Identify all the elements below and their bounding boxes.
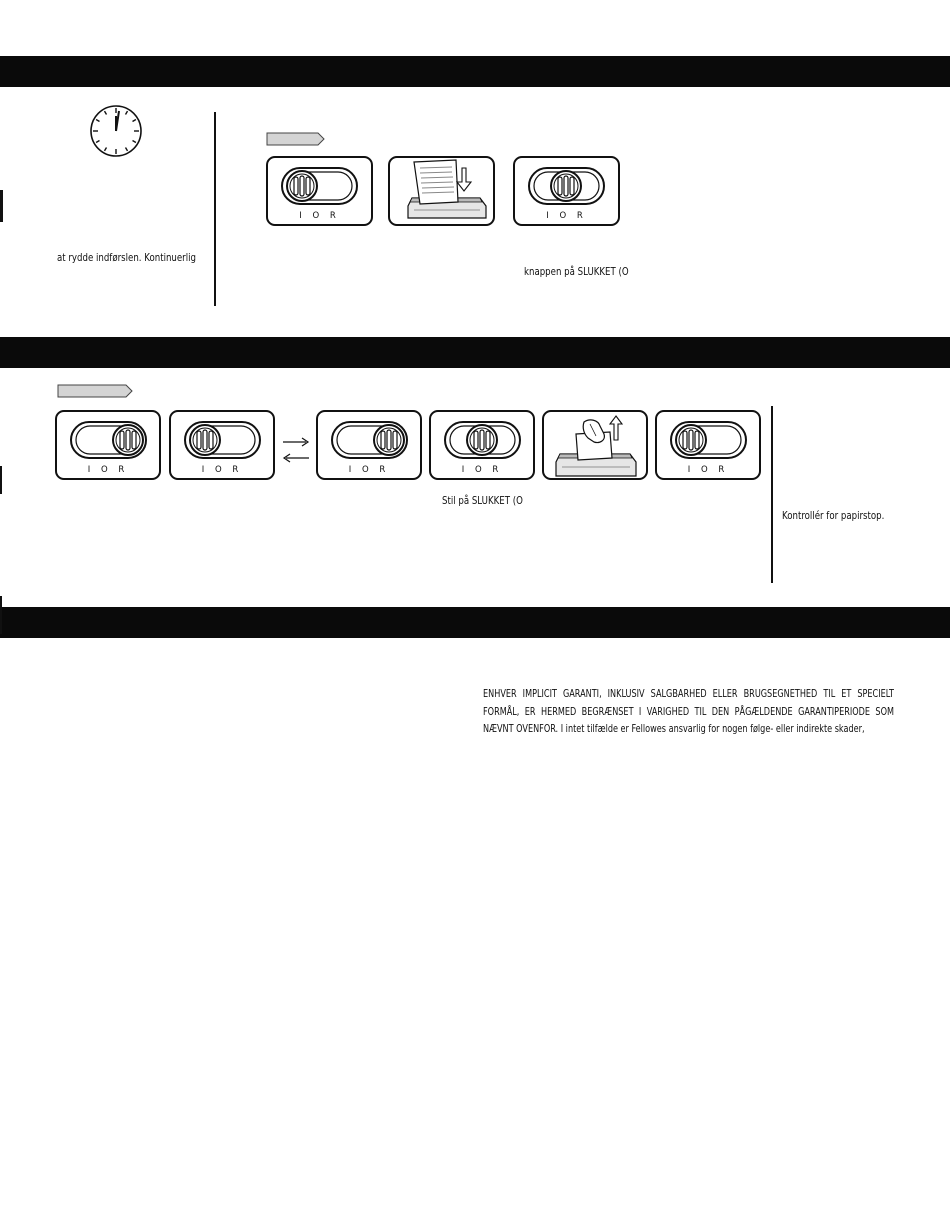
tag-arrow-icon (266, 131, 326, 144)
paper-feed-panel (388, 156, 495, 226)
edge-mark (0, 596, 2, 634)
switch-label: I O R (201, 465, 243, 475)
switch-panel (169, 410, 275, 480)
switch-panel (655, 410, 761, 480)
switch-label: I O R (299, 211, 340, 221)
column-divider (214, 112, 216, 306)
instruction-caption: knappen på SLUKKET (O (524, 266, 629, 278)
column-divider (771, 406, 773, 583)
instruction-text-left: at rydde indførslen. Kontinuerlig (57, 252, 196, 264)
section-header-band-1 (0, 56, 950, 87)
switch-label: I O R (87, 465, 129, 475)
section-header-band-3 (0, 607, 950, 638)
warranty-paragraph: ENHVER IMPLICIT GARANTI, INKLUSIV SALGBARHED ELLER BRUGSEGNETHED TIL ET SPECIELT FORMÅL, ER HERMED BEGRÆNSET I VARIGHED TIL DEN PÅGÆLDENDE GARANTIPERIODE SOM NÆVNT OVENFOR. I intet tilfælde er Fellowes ansvarlig for nogen følge- eller indirekte skader, (483, 688, 894, 735)
switch-label: I O R (687, 465, 729, 475)
switch-panel (266, 156, 373, 226)
clock-icon (89, 104, 143, 158)
switch-panel (429, 410, 535, 480)
switch-label: I O R (461, 465, 503, 475)
arrow-left-icon (282, 448, 310, 467)
switch-panel (513, 156, 620, 226)
switch-label: I O R (348, 465, 390, 475)
instruction-text-right: Kontrollér for papirstop. (782, 510, 885, 522)
instruction-caption: Stil på SLUKKET (O (442, 495, 523, 507)
switch-label: I O R (546, 211, 587, 221)
edge-mark (0, 190, 3, 222)
warranty-text (483, 686, 895, 739)
paper-remove-panel (542, 410, 648, 480)
switch-panel (316, 410, 422, 480)
section-header-band-2 (0, 337, 950, 368)
tag-arrow-icon (57, 383, 134, 396)
switch-panel (55, 410, 161, 480)
edge-mark (0, 466, 2, 494)
